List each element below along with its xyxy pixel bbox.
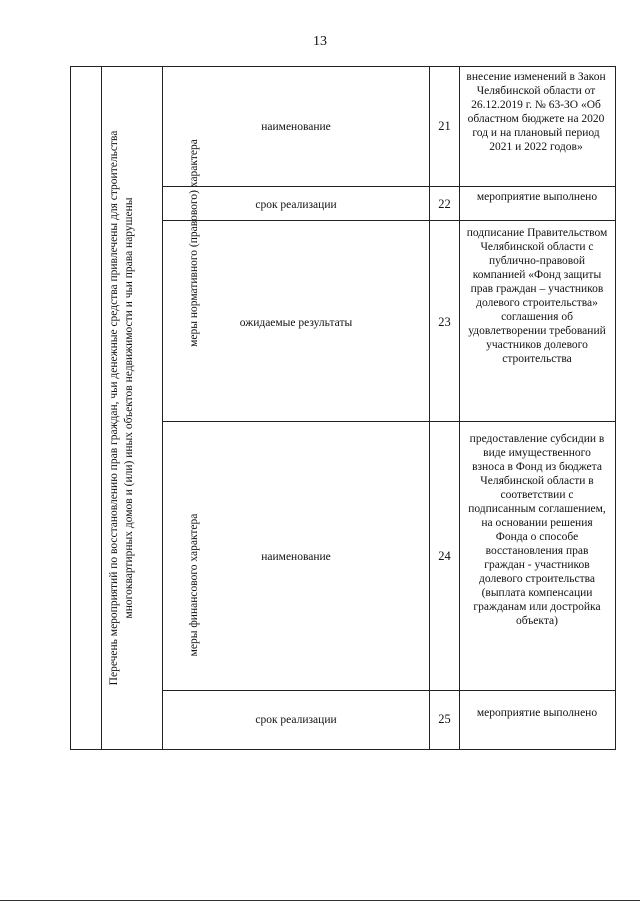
row-name: срок реализации	[255, 714, 337, 726]
group-label-normative: меры нормативного (правового) характера	[188, 139, 200, 347]
row-value: мероприятие выполнено	[476, 191, 598, 203]
table-border-top	[70, 66, 616, 67]
row-number: 25	[438, 712, 451, 726]
row-number: 22	[438, 197, 451, 211]
col-divider-3	[429, 66, 430, 750]
vertical-header-line2: многоквартирных домов и (или) иных объектов недвижимости и чьи права нарушены	[123, 197, 135, 619]
row-value: мероприятие выполнено	[476, 707, 598, 719]
row-value: внесение изменений в Закон Челябинской области от 26.12.2019 г. № 63-ЗО «Об областном бюджете на 2020 год и на плановый период 2021 и 2022 годов»	[466, 71, 606, 153]
table-border-right	[615, 66, 616, 750]
row-number: 23	[438, 315, 451, 329]
table-border-bottom	[70, 749, 616, 750]
row-number: 21	[438, 119, 451, 133]
row-name: наименование	[261, 121, 331, 133]
row-name: срок реализации	[255, 199, 337, 211]
row-name: наименование	[261, 551, 331, 563]
row-number: 24	[438, 549, 451, 563]
footer-rule	[0, 900, 640, 901]
vertical-header	[107, 78, 157, 738]
row-divider-2	[162, 220, 616, 221]
row-divider-4	[162, 690, 616, 691]
table-border-left	[70, 66, 71, 750]
col-divider-1	[101, 66, 102, 750]
row-divider-1	[162, 186, 616, 187]
col-divider-4	[459, 66, 460, 750]
row-value: предоставление субсидии в виде имущественного взноса в Фонд из бюджета Челябинской области в соответствии с подписанным соглашением, на основании решения Фонда о способе восстановления прав граждан - участников долевого строительства (выплата компенсации гражданам или достройка объекта)	[468, 433, 606, 627]
vertical-header-line1: Перечень мероприятий по восстановлению прав граждан, чьи денежные средства привлечены для строительства	[108, 130, 120, 686]
page-number: 13	[313, 34, 327, 49]
group-divider	[162, 421, 616, 422]
group-label-financial: меры финансового характера	[188, 513, 200, 657]
row-name: ожидаемые результаты	[239, 317, 353, 329]
measures-table	[70, 66, 616, 750]
col-divider-2	[162, 66, 163, 750]
row-value: подписание Правительством Челябинской области с публично-правовой компанией «Фонд защиты прав граждан – участников долевого строительства» соглашения об удовлетворении требований участников долевого строительства	[466, 227, 608, 365]
